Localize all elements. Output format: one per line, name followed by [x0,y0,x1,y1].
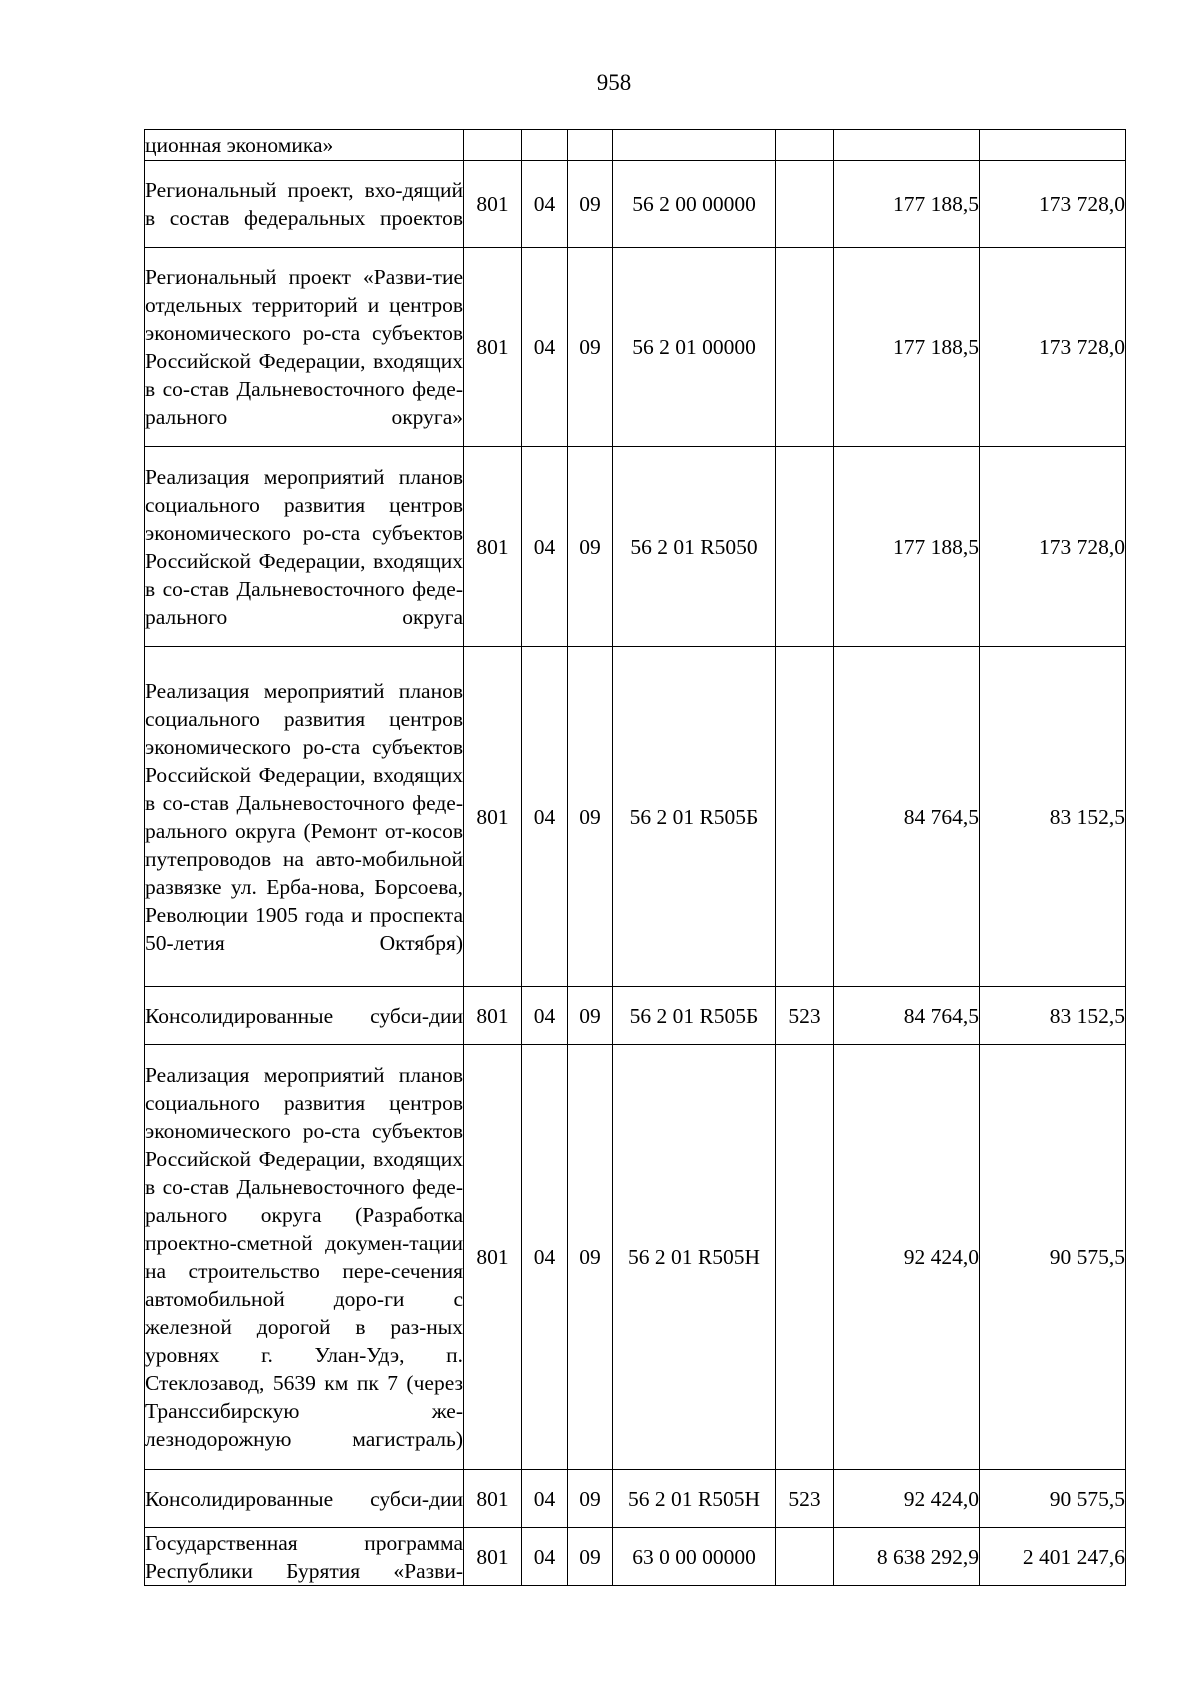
ministry-code: 801 [464,161,522,248]
section-code: 04 [522,447,568,647]
amount-year-2: 173 728,0 [980,161,1126,248]
amount-year-1: 92 424,0 [834,1470,980,1528]
ministry-code: 801 [464,1045,522,1470]
subsection-code: 09 [568,1528,613,1586]
item-name-text: Региональный проект «Разви-тие отдельных территорий и центров экономического ро-ста субъектов Российской Федерации, входящих в со-став Дальневосточного феде-рального округа» [145,265,463,429]
amount-year-1: 177 188,5 [834,447,980,647]
amount-year-2: 90 575,5 [980,1045,1126,1470]
section-code: 04 [522,1470,568,1528]
item-name [145,1045,464,1470]
item-name-text: Реализация мероприятий планов социального развития центров экономического ро-ста субъектов Российской Федерации, входящих в со-став Дальневосточного феде-рального округа [145,464,463,629]
subsection-code: 09 [568,447,613,647]
ministry-code: 801 [464,1470,522,1528]
amount-year-2: 2 401 247,6 [980,1528,1126,1586]
table-row [145,130,1126,161]
item-name [145,447,464,647]
item-name [145,248,464,447]
target-article-code: 56 2 01 R5050 [613,447,776,647]
table-row [145,447,1126,647]
table-row [145,1470,1126,1528]
subsection-code: 09 [568,161,613,248]
target-article-code [613,130,776,161]
section-code: 04 [522,987,568,1045]
section-code: 04 [522,161,568,248]
target-article-code: 56 2 01 00000 [613,248,776,447]
expense-type-code [776,161,834,248]
item-name [145,130,464,161]
section-code: 04 [522,1045,568,1470]
subsection-code: 09 [568,647,613,987]
amount-year-1: 177 188,5 [834,248,980,447]
expense-type-code [776,647,834,987]
target-article-code: 56 2 01 R505Б [613,987,776,1045]
ministry-code: 801 [464,447,522,647]
target-article-code: 56 2 01 R505Н [613,1045,776,1470]
expense-type-code [776,447,834,647]
target-article-code: 56 2 00 00000 [613,161,776,248]
amount-year-2: 83 152,5 [980,647,1126,987]
amount-year-1: 177 188,5 [834,161,980,248]
amount-year-2 [980,130,1126,161]
item-name [145,647,464,987]
amount-year-2: 173 728,0 [980,248,1126,447]
expense-type-code [776,1045,834,1470]
amount-year-1 [834,130,980,161]
amount-year-2: 173 728,0 [980,447,1126,647]
item-name-text: Региональный проект, вхо-дящий в состав федеральных проектов [145,178,463,230]
item-name [145,1528,464,1586]
expense-type-code: 523 [776,1470,834,1528]
table-row [145,1528,1126,1586]
amount-year-1: 84 764,5 [834,987,980,1045]
item-name-text: Реализация мероприятий планов социального развития центров экономического ро-ста субъектов Российской Федерации, входящих в со-став Дальневосточного феде-рального округа (Ремонт от-косов путепроводов на авто-мобильной развязке ул. Ерба-нова, Борсоева, Революции 1905 года и проспекта 50-летия Октября) [145,678,463,955]
item-name-text: Консолидированные субси-дии [145,1003,463,1028]
item-name-text: Государственная программа Республики Бурятия «Разви- [145,1530,463,1583]
item-name [145,987,464,1045]
table-row [145,647,1126,987]
subsection-code [568,130,613,161]
target-article-code: 63 0 00 00000 [613,1528,776,1586]
amount-year-2: 90 575,5 [980,1470,1126,1528]
section-code: 04 [522,647,568,987]
section-code [522,130,568,161]
expense-type-code [776,1528,834,1586]
subsection-code: 09 [568,1045,613,1470]
table-row [145,1045,1126,1470]
subsection-code: 09 [568,1470,613,1528]
amount-year-1: 84 764,5 [834,647,980,987]
table-row [145,248,1126,447]
item-name-text: ционная экономика» [145,133,334,157]
ministry-code: 801 [464,647,522,987]
target-article-code: 56 2 01 R505Б [613,647,776,987]
ministry-code: 801 [464,1528,522,1586]
amount-year-1: 92 424,0 [834,1045,980,1470]
section-code: 04 [522,1528,568,1586]
ministry-code: 801 [464,987,522,1045]
item-name-text: Реализация мероприятий планов социального развития центров экономического ро-ста субъектов Российской Федерации, входящих в со-став Дальневосточного феде-рального округа (Разработка проектно-сметной докумен-тации на строительство пере-сечения автомобильной доро-ги с железной дорогой в раз-ных уровнях г. Улан-Удэ, п. Стеклозавод, 5639 км пк 7 (через Транссибирскую же-лезнодорожную магистраль) [145,1063,463,1451]
expense-type-code: 523 [776,987,834,1045]
subsection-code: 09 [568,987,613,1045]
section-code: 04 [522,248,568,447]
budget-table [144,129,1126,1586]
table-row [145,161,1126,248]
amount-year-2: 83 152,5 [980,987,1126,1045]
ministry-code: 801 [464,248,522,447]
table-body [145,130,1126,1586]
item-name [145,1470,464,1528]
table-row [145,987,1126,1045]
amount-year-1: 8 638 292,9 [834,1528,980,1586]
subsection-code: 09 [568,248,613,447]
expense-type-code [776,248,834,447]
page-number: 958 [596,70,632,95]
item-name-text: Консолидированные субси-дии [145,1486,463,1511]
expense-type-code [776,130,834,161]
item-name [145,161,464,248]
target-article-code: 56 2 01 R505Н [613,1470,776,1528]
ministry-code [464,130,522,161]
